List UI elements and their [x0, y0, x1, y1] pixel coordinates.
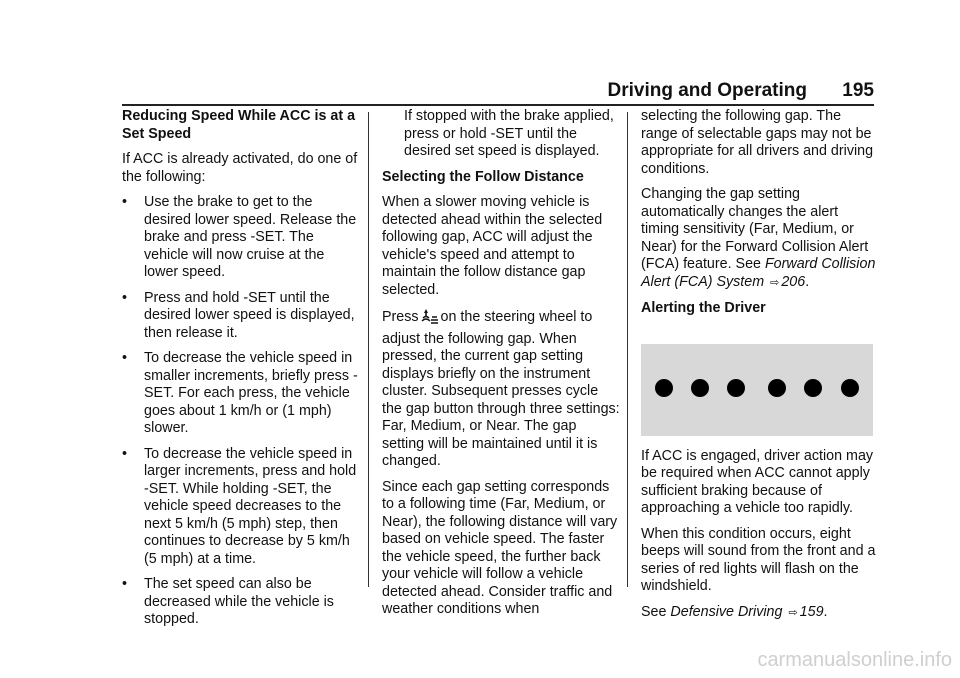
- alert-light-icon: [768, 379, 786, 397]
- paragraph-continuation: selecting the following gap. The range of selectable gaps may not be appropriate for all drivers and driving conditions.: [641, 108, 874, 177]
- header-rule: [122, 104, 874, 106]
- list-item-text: The set speed can also be decreased while the vehicle is stopped.: [144, 576, 334, 627]
- alert-lights-illustration: [641, 344, 873, 436]
- alert-light-icon: [691, 379, 709, 397]
- cross-reference-fca[interactable]: Forward Collision Alert (FCA) System: [641, 256, 876, 290]
- column-divider-2: [627, 112, 628, 587]
- paragraph-fca-sensitivity: [641, 186, 879, 292]
- text-period: .: [823, 603, 828, 620]
- alert-light-icon: [655, 379, 673, 397]
- page-reference-number[interactable]: 159: [799, 603, 824, 620]
- paragraph-see-defensive: [641, 604, 879, 623]
- list-item: [122, 350, 360, 438]
- list-item: [122, 446, 360, 569]
- column-1: [122, 108, 360, 637]
- paragraph-gap-button: [382, 307, 620, 471]
- text-gap-description: on the steering wheel to adjust the following gap. When pressed, the current gap setting displays briefly on the instrument cluster. Subsequent presses cycle the gap button through three settings: Far, Medium, or Near. The gap setting will be maintained until it is changed.: [382, 309, 620, 469]
- subheading-follow-distance: Selecting the Follow Distance: [382, 168, 584, 185]
- list-item: [122, 194, 360, 282]
- list-item-text: To decrease the vehicle speed in larger increments, press and hold -SET. While holding -SET, the vehicle speed decreases to the next 5 km/h (5 mph) step, then continues to decrease by 5 km/h (5 mph) at a time.: [144, 445, 357, 567]
- bullet-icon: •: [122, 194, 128, 210]
- text-see: See: [641, 603, 671, 620]
- paragraph-gap-setting-time: Since each gap setting corresponds to a following time (Far, Medium, or Near), the following distance will vary based on vehicle speed. The faster the vehicle speed, the further back your vehicle will follow a vehicle detected ahead. Consider traffic and weather conditions when: [382, 478, 618, 617]
- follow-distance-gap-icon: [420, 307, 440, 331]
- text-press: Press: [382, 309, 419, 325]
- page-number: 195: [842, 80, 874, 101]
- list-item: [122, 290, 360, 343]
- subheading-reducing-speed: Reducing Speed While ACC is at a Set Speed: [122, 108, 356, 142]
- page-reference-number[interactable]: 206: [781, 273, 806, 290]
- text-changing-gap: Changing the gap setting automatically changes the alert timing sensitivity (Far, Medium, or Near) for the Forward Collision Alert (FCA) feature. See: [641, 186, 869, 272]
- paragraph-driver-action: If ACC is engaged, driver action may be required when ACC cannot apply sufficient braking because of approaching a vehicle too rapidly.: [641, 447, 874, 516]
- watermark: carmanualsonline.info: [757, 649, 952, 671]
- list-item-text: Press and hold -SET until the desired lower speed is displayed, then release it.: [144, 289, 355, 341]
- page-reference-arrow-icon: ⇨: [770, 276, 780, 289]
- column-divider-1: [368, 112, 369, 587]
- bullet-icon: •: [122, 350, 128, 366]
- paragraph-beeps: When this condition occurs, eight beeps will sound from the front and a series of red lights will flash on the windshield.: [641, 525, 876, 594]
- subheading-alerting-driver: Alerting the Driver: [641, 300, 766, 316]
- paragraph-intro: If ACC is already activated, do one of the following:: [122, 151, 358, 185]
- bullet-icon: •: [122, 289, 128, 306]
- page-reference-arrow-icon: ⇨: [788, 606, 798, 619]
- alert-light-icon: [841, 379, 859, 397]
- bullet-icon: •: [122, 576, 128, 592]
- bullet-icon: •: [122, 445, 128, 462]
- list-item-continuation: If stopped with the brake applied, press or hold -SET until the desired set speed is displayed.: [404, 108, 614, 159]
- list-item-text: To decrease the vehicle speed in smaller increments, briefly press -SET. For each press, the vehicle goes about 1 km/h or (1 mph) slower.: [144, 350, 358, 436]
- paragraph-slower-vehicle: When a slower moving vehicle is detected ahead within the selected following gap, ACC will adjust the vehicle's speed and attempt to maintain the follow distance gap selected.: [382, 194, 603, 298]
- column-3: [641, 108, 879, 630]
- text-period: .: [805, 273, 810, 290]
- list-item: [122, 576, 360, 629]
- alert-light-icon: [804, 379, 822, 397]
- cross-reference-defensive-driving[interactable]: Defensive Driving: [670, 603, 783, 620]
- alert-light-icon: [727, 379, 745, 397]
- section-title: Driving and Operating: [607, 80, 808, 101]
- page-header: [607, 80, 874, 102]
- list-item-text: Use the brake to get to the desired lower speed. Release the brake and press -SET. The vehicle will now cruise at the lower speed.: [144, 194, 357, 280]
- column-2: [382, 108, 620, 627]
